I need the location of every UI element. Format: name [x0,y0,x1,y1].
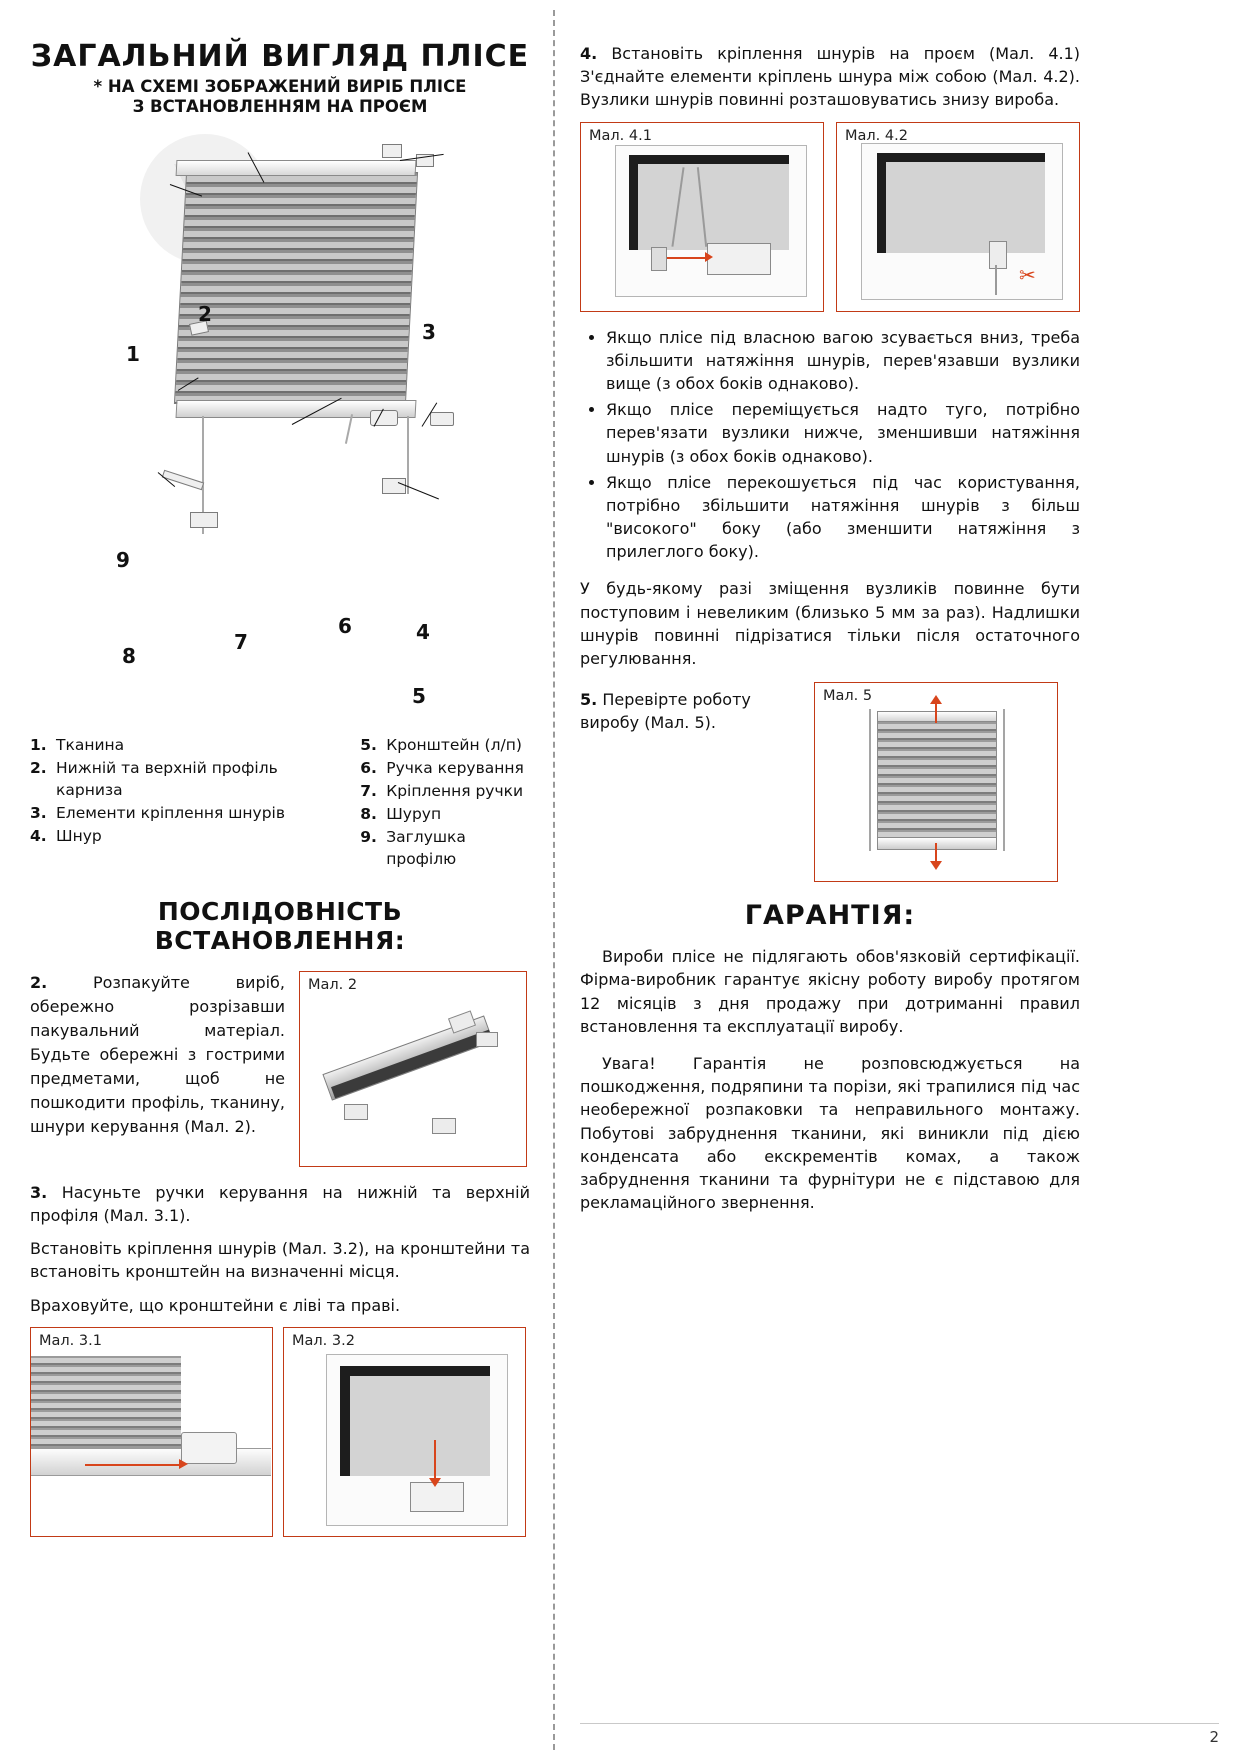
figure-3-2-image [284,1328,525,1536]
subtitle-line-2: З ВСТАНОВЛЕННЯМ НА ПРОЄМ [132,97,428,117]
figure-4-1 [580,122,824,312]
legend-item [30,734,330,756]
step-5-text-wrap [580,682,800,734]
page-center-divider [553,10,555,1750]
callout-9: 9 [116,547,130,572]
legend-number: 9. [360,827,377,846]
packed-part-4 [432,1118,456,1134]
step-3-paragraph-1: Насуньте ручки керування на нижній та верхній профіля (Мал. 3.1). [30,1182,530,1225]
subtitle-line-1: * НА СХЕМІ ЗОБРАЖЕНИЙ ВИРІБ ПЛІСЕ [93,76,467,96]
bullet-item: • Якщо пліcе переміщується надто туго, потрібно перев'язати вузлики нижче, зменшивши натяжіння шнурів (з обох боків однаково). [606,398,1080,468]
window-seal-left [340,1366,350,1476]
legend-text: Нижній та верхній профіль карниза [56,758,278,799]
callout-7: 7 [234,629,248,654]
installation-sequence-title: ПОСЛІДОВНІСТЬ ВСТАНОВЛЕННЯ: [154,896,406,955]
legend-text: Елементи кріплення шнурів [56,803,286,822]
callout-3: 3 [422,319,436,344]
bracket-right [382,478,406,494]
packed-part-2 [476,1032,498,1047]
legend-column-left [30,734,330,871]
scissors-icon: ✂ [1019,262,1036,287]
assembly-arrow-head [179,1459,188,1469]
page-number: 2 [1209,1728,1219,1746]
callout-6: 6 [338,613,352,638]
mount-arrow [434,1440,436,1480]
step-3-number: 3. [30,1182,48,1202]
up-arrow-head [930,695,942,704]
legend-item [360,826,530,870]
legend-number: 8. [360,804,377,823]
figure-5 [814,682,1058,882]
legend-text: Кріплення ручки [386,781,524,800]
bottom-rail [877,837,997,850]
page-subtitle [30,77,530,118]
window-seal-top [877,153,1045,162]
up-arrow-line [935,703,937,723]
figure-3-1 [30,1327,273,1537]
left-column [30,30,530,1537]
mount-arrow-head [429,1478,441,1487]
callout-8: 8 [122,643,136,668]
figure-4-1-caption: Мал. 4.1 [589,127,652,144]
legend-text: Шуруп [386,804,442,823]
bracket-left [190,512,218,528]
legend-item [30,757,330,801]
callout-2: 2 [198,301,212,326]
pleated-fabric [174,172,418,404]
figure-4-2 [836,122,1080,312]
callout-5: 5 [412,683,426,708]
legend-item [360,803,530,825]
down-arrow-head [930,861,942,870]
adjustment-note: У будь-якому разі зміщення вузликів повинне бути поступовим і невеликим (близько 5 мм за раз). Надлишки шнурів повинні підрізатися тільки після остаточного регулювання. [580,579,1080,668]
warranty-paragraph-1: Вироби пліcе не підлягають обов'язковій сертифікації. Фірма-виробник гарантує якісну роботу виробу протягом 12 місяців з дня продажу при дотриманні правил встановлення та експлуатації виробу. [580,947,1080,1036]
top-rail [176,160,417,176]
side-cord-right [1003,709,1005,851]
step-4-paragraph-wrap [580,42,1080,112]
figure-3-1-image [31,1328,272,1536]
step-2-block [30,971,530,1167]
legend-text: Заглушка профілю [386,827,466,868]
legend-number: 4. [30,826,47,845]
cord-fixing-plate [707,243,771,275]
insert-arrow-head [705,252,713,262]
product-overview-diagram [30,124,530,708]
cord-right [407,416,409,494]
figure-4-1-image [581,123,823,311]
cord-handle-link [345,414,353,444]
step-3-paragraph-2: Встановіть кріплення шнурів (Мал. 3.2), на кронштейни та встановіть кронштейн на визначенні місця. [30,1239,530,1282]
cord-tail [995,265,997,295]
side-cord-left [869,709,871,851]
window-glass [638,164,789,250]
legend-item [30,825,330,847]
step-5-text: Перевірте роботу виробу (Мал. 5). [580,690,751,733]
parts-legend [30,734,530,871]
page-title: ЗАГАЛЬНИЙ ВИГЛЯД ПЛІСЕ [30,39,530,74]
figure-5-caption: Мал. 5 [823,688,873,705]
cord-knot-holder [989,241,1007,269]
figure-3-1-caption: Мал. 3.1 [39,1332,102,1349]
step-2-text-wrap [30,971,285,1139]
figure-5-image [815,683,1057,881]
legend-text: Кронштейн (л/п) [386,735,522,754]
window-seal-left [629,155,638,250]
legend-item [360,757,530,779]
figure-4-2-image [837,123,1079,311]
legend-item [360,780,530,802]
window-glass [886,162,1045,253]
step-4-text: Встановіть кріплення шнурів на проєм (Мал. 4.1) З'єднайте елементи кріплень шнура між собою (Мал. 4.2). Вузлики шнурів повинні розташовуватись знизу виробa. [580,44,1081,110]
figure-3-2-caption: Мал. 3.2 [292,1332,355,1349]
legend-item [360,734,530,756]
callout-4: 4 [416,619,430,644]
step-3-paragraph-3: Враховуйте, що кронштейни є ліві та праві. [30,1295,401,1315]
callout-1: 1 [126,341,140,366]
assembly-arrow [85,1464,181,1466]
adjustment-bullets [580,326,1080,564]
step-2-text: Розпакуйте виріб, обережно розрізавши пакувальний матеріал. Будьте обережні з гострими предметами, щоб не пошкодити профіль, тканину, шнури керування (Мал. 2). [30,972,285,1136]
step-2-number: 2. [30,972,48,992]
insert-arrow [667,257,707,259]
step-3-block [30,1181,530,1317]
legend-number: 5. [360,735,377,754]
packed-part-3 [344,1104,368,1120]
footer-rule [580,1723,1219,1724]
legend-number: 7. [360,781,377,800]
step-3-paragraph-1-wrap [30,1181,530,1227]
window-seal-left [877,153,886,253]
figure-2 [299,971,527,1167]
down-arrow-line [935,843,937,863]
legend-text: Тканина [56,735,125,754]
warranty-title: ГАРАНТІЯ: [744,900,916,932]
warranty-paragraph-2: Увага! Гарантія не розповсюджується на пошкодження, подряпини та порізи, які трапилися під час необережної розпаковки та неправильного монтажу. Побутові забруднення тканини, які виникли під дією конденсата або екскрементів комах, а також забруднення тканини та фурнітури не є підставою для рекламаційного звернення. [580,1053,1080,1213]
legend-text: Ручка керування [386,758,524,777]
step-4-number: 4. [580,44,598,63]
legend-text: Шнур [56,826,102,845]
figure-3-2 [283,1327,526,1537]
step-3-figures [30,1327,530,1537]
cord-fixing-element-1 [382,144,402,158]
legend-number: 6. [360,758,377,777]
window-glass [350,1376,490,1476]
window-seal-top [340,1366,490,1376]
right-column [580,42,1080,1224]
handle-part [181,1432,237,1464]
legend-item [30,802,330,824]
bullet-item: • Якщо пліcе перекошується під час користування, потрібно збільшити натяжіння шнурів з більш "високого" боку (або зменшити натяжіння з прилеглого боку). [606,471,1080,564]
legend-number: 1. [30,735,47,754]
legend-column-right [360,734,530,871]
step-5-number: 5. [580,690,598,710]
cord-holder [651,247,667,271]
bullet-item: • Якщо пліcе під власною вагою зсувається вниз, треба збільшити натяжіння шнурів, перев'язавши вузлики вище (з обох боків однаково). [606,326,1080,396]
window-seal-top [629,155,789,164]
figure-4-2-caption: Мал. 4.2 [845,127,908,144]
handle-fixing [430,412,454,426]
step-5-block [580,682,1080,882]
legend-number: 3. [30,803,47,822]
step-4-figures [580,122,1080,312]
legend-number: 2. [30,758,47,777]
fabric-close-up [31,1356,181,1448]
pleated-fabric [877,721,997,839]
figure-2-image [300,972,526,1166]
figure-2-caption: Мал. 2 [308,976,358,993]
